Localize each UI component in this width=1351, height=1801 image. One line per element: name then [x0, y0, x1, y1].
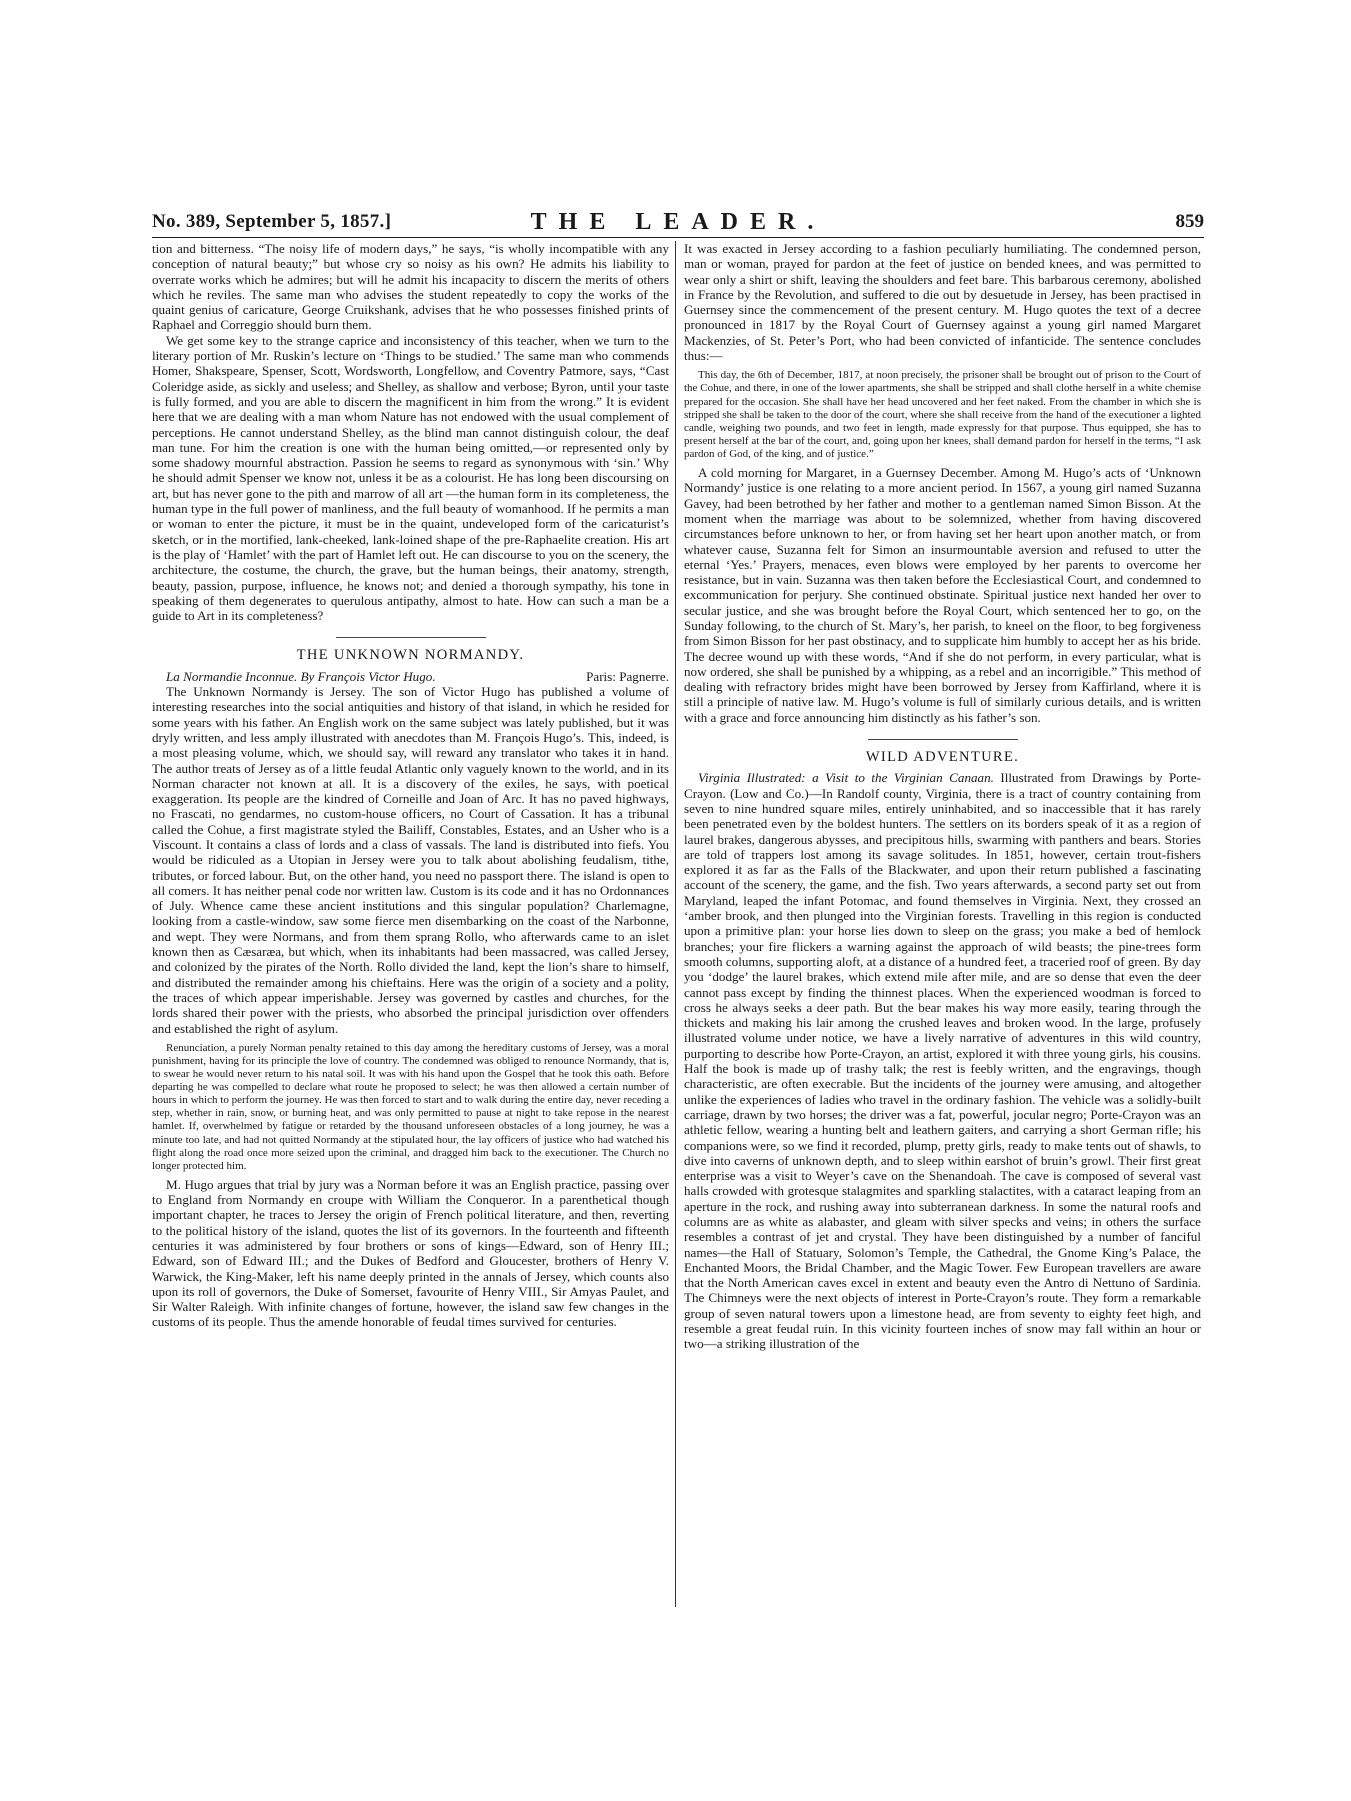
book-citation: [152, 669, 669, 684]
masthead: [152, 209, 1204, 238]
adventure-book-title: Virginia Illustrated: a Visit to the Virginian Canaan.: [698, 770, 994, 786]
normandy-paragraph-3: It was exacted in Jersey according to a fashion peculiarly humiliating. The condemned person, man or woman, prayed for pardon at the feet of justice on bended knees, and was permitted to wear only a shirt or shift, leaving the shoulders and feet bare. This barbarous ceremony, abolished in France by the Revolution, and suffered to die out by desuetude in Jersey, has been practised in Guernsey since the commencement of the present century. M. Hugo quotes the text of a decree pronounced in 1817 by the Royal Court of Guernsey against a young girl named Margaret Mackenzies, of St. Peter’s Port, who had been convicted of infanticide. The sentence concludes thus:—: [684, 241, 1201, 364]
newspaper-title: THE LEADER.: [530, 209, 826, 235]
page-number: 859: [1175, 211, 1204, 232]
issue-date: No. 389, September 5, 1857.]: [152, 211, 392, 232]
book-title: La Normandie Inconnue. By François Victor Hugo.: [166, 668, 436, 684]
normandy-paragraph-2: M. Hugo argues that trial by jury was a Norman before it was an English practice, passing over to England from Normandy en croupe with William the Conqueror. In a parenthetical though important chapter, he traces to Jersey the origin of French political literature, and then, reverting to the political history of the island, quotes the list of its governors. In the fourteenth and fifteenth centuries it was administered by four brothers or sons of kings—Edward, son of Henry III.; Edward, son of Edward III.; and the Dukes of Bedford and Gloucester, brothers of Henry V. Warwick, the King-Maker, left his name deeply printed in the annals of Jersey, which counts also upon its roll of governors, the Duke of Somerset, favourite of Henry VIII., Sir Amyas Paulet, and Sir Walter Raleigh. With infinite changes of fortune, however, the island saw few changes in the customs of its people. Thus the amende honorable of feudal times survived for centuries.: [152, 1176, 669, 1330]
section-divider-2: [868, 739, 1018, 740]
ruskin-paragraph-1: tion and bitterness. “The noisy life of modern days,” he says, “is wholly incompatible with any conception of natural beauty;” but whose cry so noisy as his own? He admits his liability to overrate works which he admires; but will he admit his incapacity to discern the merits of others which he reviles. The same man who advises the student repeatedly to copy the works of the quaint genius of caricature, George Cruikshank, advises that he who possesses finished prints of Raphael and Correggio should burn them.: [152, 241, 669, 333]
adventure-text: Illustrated from Drawings by Porte-Crayon. (Low and Co.)—In Randolf county, Virginia, there is a tract of country containing from seven to nine hundred square miles, entirely uninhabited, and so inaccessible that it has rarely been penetrated even by the boldest hunters. The settlers on its borders speak of it as a region of laurel brakes, dangerous abysses, and precipitous hills, swarming with panthers and bears. Stories are told of trappers lost among its savage solitudes. In 1851, however, certain trout-fishers explored it as far as the Falls of the Blackwater, and upon their return published a fascinating account of the scenery, the game, and the fish. Two years afterwards, a second party set out from Maryland, leaped the infant Potomac, and found themselves in Virginia. Next, they crossed an ‘amber brook, and then plunged into the Virginian forests. Travelling in this region is conducted upon a primitive plan: your horse lies down to sleep on the grass; you make a bed of hemlock branches; your fire flickers a warning against the approach of wild beasts; the pine-trees form smooth columns, supporting aloft, at a distance of a hundred feet, a traceried roof of green. By day you ‘dodge’ the laurel brakes, which extend mile after mile, and are so dense that even the deer cannot pass except by finding the thinnest places. When the experienced woodman is forced to cross he always seeks a deer path. But the bear makes his way more easily, tearing through the thickets and making his lair among the crushed leaves and broken wood. In the large, profusely illustrated volume under notice, we have a lively narrative of adventures in this wild country, purporting to describe how Porte-Crayon, an artist, explored it with three young girls, his cousins. Half the book is made up of trashy talk; the rest is feebly written, and the engravings, though characteristic, are often execrable. But the incidents of the journey were amusing, and altogether unlike the experiences of ladies who travel in the ordinary fashion. The vehicle was a solidly-built carriage, drawn by two horses; the driver was a fat, powerful, jocular negro; Porte-Crayon was an athletic fellow, wearing a hunting belt and leathern gaiters, and carrying a short German rifle; his companions were, so we find it recorded, plump, pretty girls, ready to make tents out of shawls, to dive into caverns of unknown depth, and to sleep within earshot of bruin’s growl. Their first great enterprise was a visit to Weyer’s cave on the Shenandoah. The cave is composed of several vast halls crowded with grotesque stalagmites and sparkling stalactites, with a cataract leaping from an aperture in the rock, and rushing away into subterranean darkness. In some the natural roofs and columns are as white as alabaster, and gleam with silver specks and veins; in others the surface resembles a contrast of jet and crystal. They have been distinguished by a number of fanciful names—the Hall of Statuary, Solomon’s Temple, the Cathedral, the Gnome King’s Palace, the Enchanted Moors, the Bridal Chamber, and the Magic Tower. Few European travellers are aware that the North American caves excel in extent and beauty even the Antro di Nettuno of Sardinia. The Chimneys were the next objects of interest in Porte-Crayon’s route. They form a remarkable group of seven natural towers upon a limestone head, are from seventy to eighty feet high, and resemble a great feudal ruin. In this vicinity fourteen inches of snow may fall within an hour or two—a striking illustration of the: [684, 770, 1201, 1352]
normandy-paragraph-4: A cold morning for Margaret, in a Guernsey December. Among M. Hugo’s acts of ‘Unknown Normandy’ justice is one relating to a more ancient period. In 1567, a young girl named Suzanna Gavey, had been betrothed by her father and mother to a gentleman named Simon Bisson. At the moment when the marriage was about to be solemnized, whether from having discovered circumstances before unknown to her, or from having set her heart upon another match, or from whatever cause, Suzanna felt for Simon an insurmountable aversion and refused to utter the eternal ‘Yes.’ Prayers, menaces, even blows were employed by her parents to overcome her resistance, but in vain. Suzanna was then taken before the Ecclesiastical Court, and condemned to excommunication for perjury. She continued obstinate. Spiritual justice next handed her over to secular justice, and she was brought before the Royal Court, which sentenced her to go, on the Sunday following, to the church of St. Mary’s, her parish, to kneel on the floor, to beg forgiveness from Simon Bisson for her past obstinacy, and to supplicate him humbly to accept her as his bride. The decree wound up with these words, “And if she do not perform, in every particular, what is now ordered, she shall be punished by a whipping, as a rebel and an incorrigible.” This method of dealing with refractory brides might have been borrowed by Jersey from Kaffirland, where it is still a principle of native law. M. Hugo’s volume is full of similarly curious details, and is written with a grace and force announcing him distinctly as his father’s son.: [684, 465, 1201, 725]
heading-unknown-normandy: THE UNKNOWN NORMANDY.: [296, 647, 525, 664]
heading-wild-adventure: WILD ADVENTURE.: [865, 749, 1020, 766]
right-column: [684, 241, 1201, 1607]
section-divider: [336, 637, 486, 638]
book-publisher: Paris: Pagnerre.: [586, 668, 669, 684]
column-rule: [675, 241, 676, 1607]
normandy-paragraph-1: The Unknown Normandy is Jersey. The son of Victor Hugo has published a volume of interesting researches into the social antiquities and history of that island, in which he resided for some years with his father. An English work on the same subject was lately published, but it was dryly written, and less amply illustrated with anecdotes than M. François Hugo’s. This, indeed, is a most pleasing volume, which, we should say, will reward any translator who takes it in hand. The author treats of Jersey as of a little feudal Atlantic only vaguely known to the world, and in its Norman character not known at all. It is a discovery of the exiles, he says, with poetical exaggeration. Its people are the kindred of Corneille and Joan of Arc. It has no paved highways, no Frascati, no gendarmes, no custom-house officers, no Court of Cassation. It has a tribunal called the Cohue, a first magistrate styled the Bailiff, Constables, Estates, and an Usher who is a Viscount. It contains a class of lords and a class of vassals. The land is distributed into fiefs. You would be ridiculed as a Utopian in Jersey were you to talk about abolishing feudalism, tithe, tributes, or forced labour. But, on the other hand, you need no passport there. The island is open to all comers. It has neither penal code nor written law. Custom is its code and it has no Ordonnances of July. Whence came these ancient institutions and this singular population? Charlemagne, looking from a castle-window, saw some fierce men disembarking on the coast of the Narbonne, and wept. They were Normans, and from them sprang Rollo, who afterwards came to an islet known then as Cæsaræa, but which, when its inhabitants had been massacred, was called Jersey, and colonized by the pirates of the North. Rollo divided the land, kept the lion’s share to himself, and distributed the remainder among his chieftains. Here was the origin of a society and a polity, the traces of which appear imperishable. Jersey was governed by castles and churches, for the lords shared their power with the priests, who absorbed the principal jurisdiction over offenders and established the right of asylum.: [152, 684, 669, 1036]
adventure-paragraph-1: [684, 770, 1201, 1351]
renunciation-footnote: Renunciation, a purely Norman penalty retained to this day among the hereditary customs of Jersey, was a moral punishment, having for its principle the love of country. The condemned was obliged to renounce Normandy, that is, to swear he would never return to his natal soil. It was with his hand upon the Gospel that he took this oath. Before departing he was compelled to declare what route he proposed to select; he was then allowed a certain number of hours in which to perform the journey. He was then forced to start and to walk during the entire day, never receding a step, whether in rain, snow, or burning heat, and was only permitted to pause at night to take repose in the nearest hamlet. If, overwhelmed by fatigue or retarded by the thousand unforeseen obstacles of a long journey, he was a minute too late, and had not quitted Normandy at the stipulated hour, the lay officers of justice who had watched his flight along the road once more seized upon the criminal, and dragged him back to the executioner. The Church no longer protected him.: [152, 1041, 669, 1172]
ruskin-paragraph-2: We get some key to the strange caprice and inconsistency of this teacher, when we turn to the literary portion of Mr. Ruskin’s lecture on ‘Things to be studied.’ The same man who commends Homer, Shakspeare, Spenser, Scott, Wordsworth, Longfellow, and Coventry Patmore, says, “Cast Coleridge aside, as sickly and useless; and Shelley, as shallow and verbose; Byron, until your taste is fully formed, and you are able to discern the magnificent in him from the wrong.” It is evident here that we are dealing with a man whom Nature has not endowed with the usual complement of perceptions. He cannot understand Shelley, as the blind man cannot distinguish colour, the deaf man tune. For him the creation is one with the human being omitted,—or represented only by some shadowy mournful abstraction. Passion he seems to regard as synonymous with ‘sin.’ Why he should admit Spenser we know not, unless it be as a colourist. He has long been discoursing on art, but has never gone to the pith and marrow of all art —the human form in its completeness, the human type in the full power of manliness, and the full beauty of womanhood. If he permits a man or woman to enter the picture, it must be in the quaint, undeveloped form of the caricaturist’s sketch, or in the mortified, lank-cheeked, lank-loined shape of the pre-Raphaelite creation. His art is the play of ‘Hamlet’ with the part of Hamlet left out. He can discourse to you on the scenery, the architecture, the costume, the church, the grave, but the human beings, their anatomy, strength, beauty, passion, purpose, influence, he knows not; and denied a thorough sympathy, his tone in speaking of them degenerates to querulous antipathy, almost to hate. How can such a man be a guide to Art in its completeness?: [152, 332, 669, 624]
left-column: [152, 241, 669, 1607]
decree-quotation: This day, the 6th of December, 1817, at noon precisely, the prisoner shall be brought out of prison to the Court of the Cohue, and there, in one of the lower apartments, she shall be stripped and shall clothe herself in a white chemise prepared for the occasion. She shall have her head uncovered and her feet naked. From the chamber in which she is stripped she shall be taken to the door of the court, where she shall receive from the hand of the executioner a lighted candle, weighing two pounds, and two feet in length, made expressly for that purpose. Thus equipped, she has to present herself at the bar of the court, and, going upon her knees, shall demand pardon for herself in the terms, “I ask pardon of God, of the king, and of justice.”: [684, 369, 1201, 460]
